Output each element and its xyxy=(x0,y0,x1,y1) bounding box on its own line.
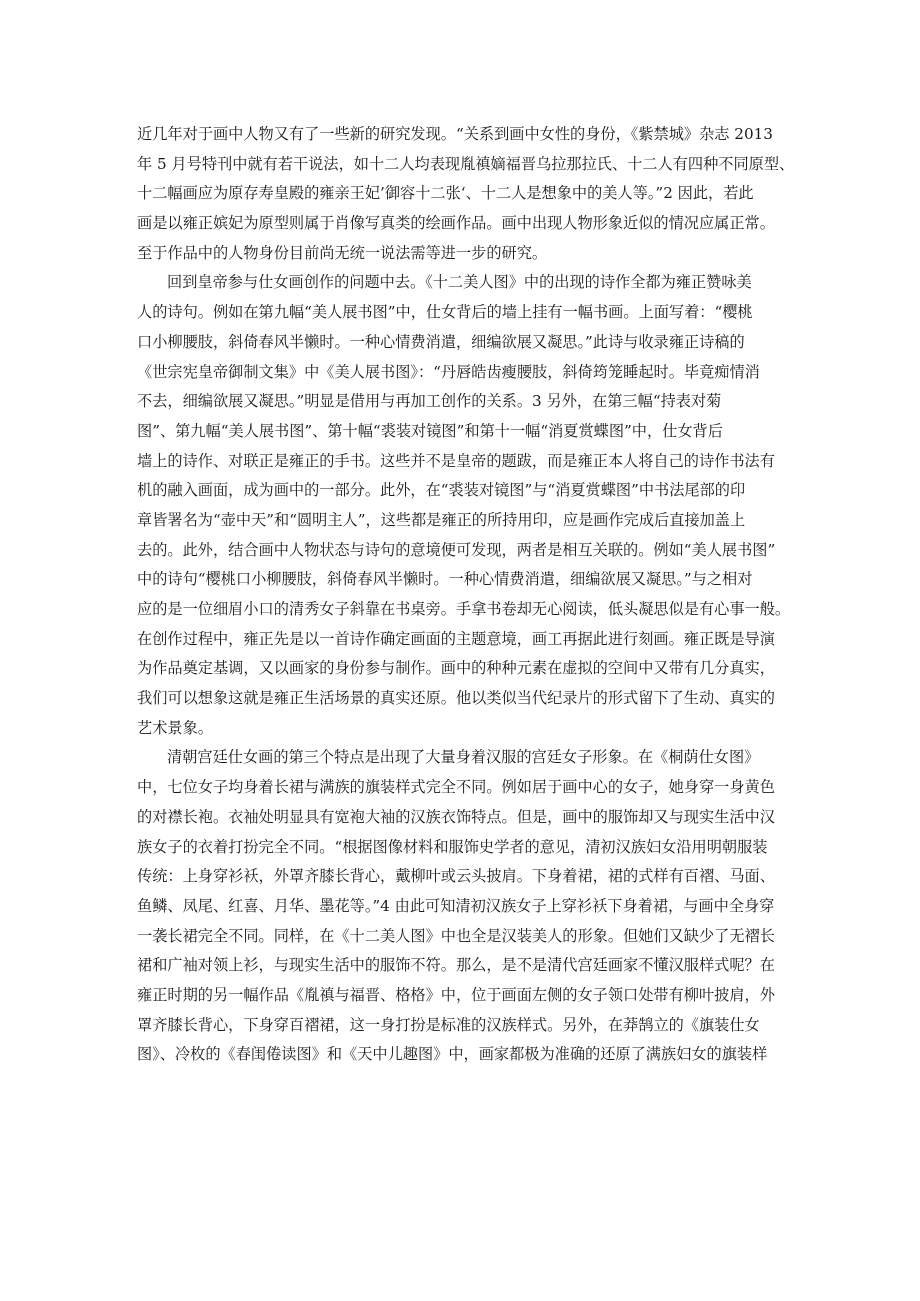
text-line: 清朝宫廷仕女画的第三个特点是出现了大量身着汉服的宫廷女子形象。在《桐荫仕女图》 xyxy=(167,748,760,767)
text-line: 不去，细编欲展又凝思。”明显是借用与再加工创作的关系。3 另外，在第三幅“持表对菊 xyxy=(137,392,722,411)
text-line: 人的诗句。例如在第九幅“美人展书图”中，仕女背后的墙上挂有一幅书画。上面写着：“樱桃 xyxy=(137,303,753,322)
text-line: 墙上的诗作、对联正是雍正的手书。这些并不是皇帝的题跋，而是雍正本人将自己的诗作书法有 xyxy=(137,451,775,470)
text-line: 族女子的衣着打扮完全不同。“根据图像材料和服饰史学者的意见，清初汉族妇女沿用明朝服装 xyxy=(137,837,768,856)
text-line: 我们可以想象这就是雍正生活场景的真实还原。他以类似当代纪录片的形式留下了生动、真实的 xyxy=(137,689,775,708)
text-line: 鱼鳞、凤尾、红喜、月华、墨花等。”4 由此可知清初汉族女子上穿衫袄下身着裙，与画中全身穿 xyxy=(137,896,775,915)
text-line: 去的。此外，结合画中人物状态与诗句的意境便可发现，两者是相互关联的。例如“美人展书图” xyxy=(137,540,776,559)
text-line: 至于作品中的人物身份目前尚无统一说法需等进一步的研究。 xyxy=(137,243,548,262)
text-line: 中的诗句“樱桃口小柳腰肢，斜倚春风半懒时。一种心情费消遣，细编欲展又凝思。”与之相对 xyxy=(137,570,753,589)
text-line: 近几年对于画中人物又有了一些新的研究发现。“关系到画中女性的身份，《紫禁城》杂志 2013 xyxy=(137,125,773,143)
document-body xyxy=(137,120,795,1070)
text-line: 在创作过程中，雍正先是以一首诗作确定画面的主题意境，画工再据此进行刻画。雍正既是导演 xyxy=(137,629,775,648)
text-line: 中，七位女子均身着长裙与满族的旗装样式完全不同。例如居于画中心的女子，她身穿一身黄色 xyxy=(137,778,775,797)
text-line: 罩齐膝长背心，下身穿百褶裙，这一身打扮是标准的汉族样式。另外，在莽鹄立的《旗装仕女 xyxy=(137,1015,760,1034)
text-line: 章皆署名为“壶中天”和“圆明主人”，这些都是雍正的所持用印，应是画作完成后直接加盖上 xyxy=(137,510,746,529)
text-line: 传统：上身穿衫袄，外罩齐膝长背心，戴柳叶或云头披肩。下身着裙，裙的式样有百褶、马面、 xyxy=(137,867,775,886)
text-line: 一袭长裙完全不同。同样，在《十二美人图》中也全是汉装美人的形象。但她们又缺少了无褶长 xyxy=(137,926,775,945)
paragraph-3 xyxy=(137,743,787,1070)
text-line: 的对襟长袍。衣袖处明显具有宽袍大袖的汉族衣饰特点。但是，画中的服饰却又与现实生活中汉 xyxy=(137,807,775,826)
text-line: 为作品奠定基调，又以画家的身份参与制作。画中的种种元素在虚拟的空间中又带有几分真实， xyxy=(137,659,775,678)
text-line: 艺术景象。 xyxy=(137,718,213,737)
text-line: 画是以雍正嫔妃为原型则属于肖像写真类的绘画作品。画中出现人物形象近似的情况应属正常。 xyxy=(137,214,775,233)
paragraph-1 xyxy=(137,120,795,268)
text-line: 回到皇帝参与仕女画创作的问题中去。《十二美人图》中的出现的诗作全都为雍正赞咏美 xyxy=(167,273,752,292)
text-line: 应的是一位细眉小口的清秀女子斜靠在书桌旁。手拿书卷却无心阅读，低头凝思似是有心事一般。 xyxy=(137,600,791,618)
text-line: 裙和广袖对领上衫，与现实生活中的服饰不符。那么，是不是清代宫廷画家不懂汉服样式呢？在 xyxy=(137,956,775,975)
paragraph-2 xyxy=(137,268,791,743)
text-line: 十二幅画应为原存寿皇殿的雍亲王妃’御容十二张‘、十二人是想象中的美人等。”2 因此，若此 xyxy=(137,184,754,203)
text-line: 《世宗宪皇帝御制文集》中《美人展书图》：“丹唇皓齿瘦腰肢，斜倚筠笼睡起时。毕竟痴情消 xyxy=(137,362,760,381)
text-line: 雍正时期的另一幅作品《胤禛与福晋、格格》中，位于画面左侧的女子领口处带有柳叶披肩，外 xyxy=(137,985,775,1004)
text-line: 口小柳腰肢，斜倚春风半懒时。一种心情费消遣，细编欲展又凝思。”此诗与收录雍正诗稿的 xyxy=(137,332,745,351)
text-line: 图》、冷枚的《春闺倦读图》和《天中儿趣图》中，画家都极为准确的还原了满族妇女的旗装样 xyxy=(137,1045,768,1064)
text-line: 机的融入画面，成为画中的一部分。此外，在“裘装对镜图”与“消夏赏蝶图”中书法尾部的印 xyxy=(137,481,746,500)
text-line: 年 5 月号特刊中就有若干说法，如十二人均表现胤禛嫡福晋乌拉那拉氏、十二人有四种不同原型、 xyxy=(137,154,795,173)
text-line: 图”、第九幅“美人展书图”、第十幅“裘装对镜图”和第十一幅“消夏赏蝶图”中，仕女背后 xyxy=(137,421,723,440)
